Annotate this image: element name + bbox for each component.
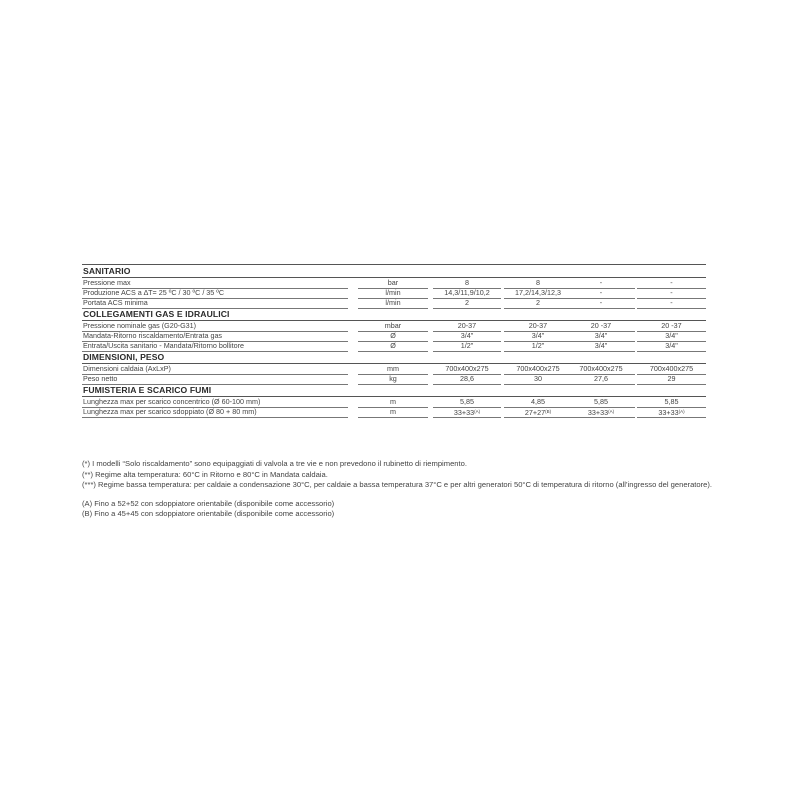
row-label: Lunghezza max per scarico concentrico (Ø 60-100 mm)	[83, 397, 261, 406]
row-unit: bar	[358, 278, 428, 289]
row-value: 30	[504, 374, 572, 385]
table-row	[82, 321, 706, 331]
row-value: 27+27	[524, 408, 546, 417]
table-row	[82, 288, 706, 298]
row-value: -	[637, 278, 706, 289]
table-row	[82, 298, 706, 308]
row-unit: l/min	[358, 288, 428, 299]
row-unit: mm	[358, 364, 428, 375]
row-unit: l/min	[358, 298, 428, 309]
row-unit: mbar	[358, 321, 428, 332]
row-label: Dimensioni caldaia (AxLxP)	[83, 364, 171, 373]
footnote-ref: (A)	[678, 409, 685, 414]
footnote-definition: (B) Fino a 45+45 con sdoppiatore orientabile (disponibile come accessorio)	[82, 509, 335, 518]
row-value: 700x400x275	[637, 364, 706, 375]
row-value: 28,6	[433, 374, 501, 385]
row-value: 33+33	[453, 408, 475, 417]
row-value: 2	[433, 298, 501, 309]
row-label: Lunghezza max per scarico sdoppiato (Ø 80 + 80 mm)	[83, 407, 257, 416]
table-row	[82, 364, 706, 374]
row-value: 33+33	[658, 408, 679, 417]
table-row	[82, 341, 706, 351]
row-value: 14,3/11,9/10,2	[433, 288, 501, 299]
section-title-sanitario: SANITARIO	[82, 265, 706, 278]
footnote-ref: (B)	[545, 409, 552, 414]
row-value-with-footnote	[433, 407, 501, 418]
row-value-with-footnote	[504, 407, 572, 418]
row-value: 1/2"	[433, 341, 501, 352]
row-value: 33+33	[587, 408, 609, 417]
row-value: 5,85	[637, 397, 706, 408]
row-unit: m	[358, 407, 428, 418]
row-value: 8	[504, 278, 572, 289]
row-value: -	[637, 298, 706, 309]
row-label: Pressione max	[83, 278, 131, 287]
section-title-fumisteria: FUMISTERIA E SCARICO FUMI	[82, 384, 706, 397]
row-value: 700x400x275	[504, 364, 572, 375]
table-row	[82, 374, 706, 384]
footnote-ref: (A)	[608, 409, 615, 414]
footnote-ref: (A)	[474, 409, 481, 414]
row-label: Peso netto	[83, 374, 118, 383]
row-value: -	[567, 298, 635, 309]
row-value: 17,2/14,3/12,3	[504, 288, 572, 299]
row-value: -	[567, 278, 635, 289]
footnote-definition: (A) Fino a 52+52 con sdoppiatore orientabile (disponibile come accessorio)	[82, 498, 335, 508]
row-label: Produzione ACS a ∆T= 25 ºC / 30 ºC / 35 ºC	[83, 288, 225, 297]
row-value: 2	[504, 298, 572, 309]
row-value: 3/4"	[637, 341, 706, 352]
row-label: Mandata-Ritorno riscaldamento/Entrata gas	[83, 331, 223, 340]
row-value: 29	[637, 374, 706, 385]
row-value: 3/4"	[637, 331, 706, 342]
row-unit: kg	[358, 374, 428, 385]
row-value-with-footnote	[567, 407, 635, 418]
row-label: Portata ACS minima	[83, 298, 148, 307]
row-unit: m	[358, 397, 428, 408]
row-value: 3/4"	[567, 341, 635, 352]
row-value: 20-37	[504, 321, 572, 332]
row-value: 700x400x275	[433, 364, 501, 375]
row-value: 3/4"	[567, 331, 635, 342]
row-value: 20 -37	[567, 321, 635, 332]
note: (***) Regime bassa temperatura: per caldaie a condensazione 30°C, per caldaie a bassa temperatura 37°C e per altri generatori 50°C di temperatura di ritorno (all’ingresso del generatore).	[82, 480, 713, 489]
table-row	[82, 278, 706, 288]
row-unit: Ø	[358, 331, 428, 342]
row-value: 700x400x275	[567, 364, 635, 375]
row-value: 3/4"	[504, 331, 572, 342]
note: (**) Regime alta temperatura: 60°C in Ritorno e 80°C in Mandata caldaia.	[82, 469, 328, 479]
row-value: 5,85	[433, 397, 501, 408]
spec-table	[82, 264, 706, 417]
row-unit: Ø	[358, 341, 428, 352]
row-value: 20 -37	[637, 321, 706, 332]
section-title-collegamenti: COLLEGAMENTI GAS E IDRAULICI	[82, 308, 706, 321]
row-value: 1/2"	[504, 341, 572, 352]
notes-block	[82, 459, 722, 520]
table-row	[82, 407, 706, 417]
table-row	[82, 331, 706, 341]
row-label: Entrata/Uscita sanitario - Mandata/Ritorno bollitore	[83, 341, 244, 350]
row-value: 8	[433, 278, 501, 289]
table-row	[82, 397, 706, 407]
row-value: 3/4"	[433, 331, 501, 342]
row-value: 4,85	[504, 397, 572, 408]
row-value: 20-37	[433, 321, 501, 332]
row-value: -	[637, 288, 706, 299]
section-title-dimensioni: DIMENSIONI, PESO	[82, 351, 706, 364]
row-value: -	[567, 288, 635, 299]
row-value-with-footnote	[637, 407, 706, 418]
note: (*) I modelli “Solo riscaldamento” sono equipaggiati di valvola a tre vie e non prevedono il rubinetto di riempimento.	[82, 459, 467, 468]
row-value: 5,85	[567, 397, 635, 408]
row-value: 27,6	[567, 374, 635, 385]
row-label: Pressione nominale gas (G20-G31)	[83, 321, 197, 330]
